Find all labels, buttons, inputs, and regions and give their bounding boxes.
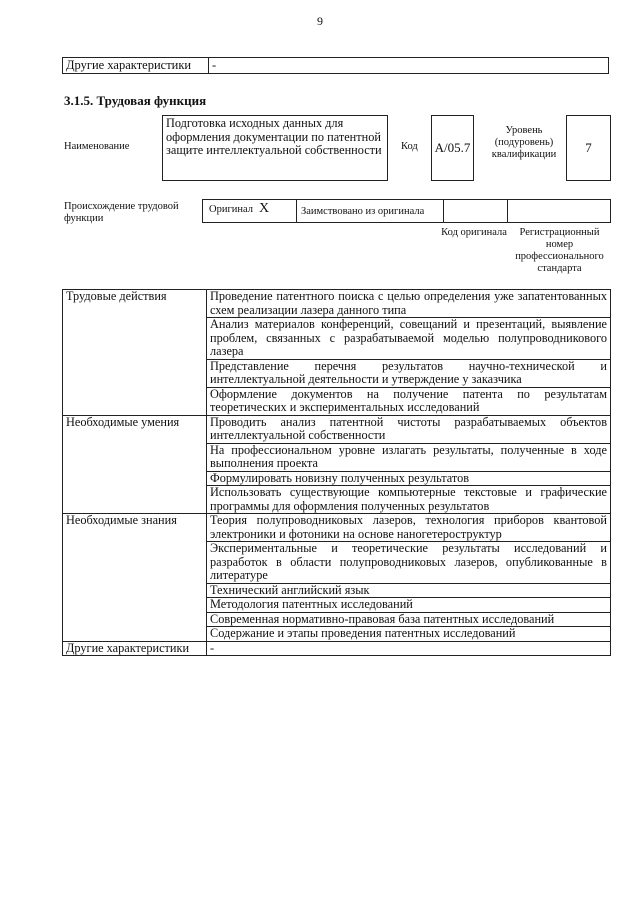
function-name-box: Подготовка исходных данных для оформления документации по патентной защите интеллектуальной собственности [162, 115, 388, 181]
list-item: Формулировать новизну полученных результатов [207, 471, 611, 486]
level-value-box: 7 [566, 115, 611, 181]
other-characteristics-value: - [207, 641, 611, 656]
list-item: Современная нормативно-правовая база патентных исследований [207, 612, 611, 627]
code-label: Код [401, 141, 418, 152]
origin-divider-2 [443, 200, 444, 222]
top-other-characteristics-row [62, 57, 609, 74]
list-item: Использовать существующие компьютерные текстовые и графические программы для оформления полученных результатов [207, 486, 611, 514]
origin-box [202, 199, 611, 223]
registration-number-caption: Регистрационный номер профессионального стандарта [515, 227, 604, 274]
origin-divider-3 [507, 200, 508, 222]
page-number: 9 [317, 14, 323, 28]
function-details-table [62, 289, 611, 656]
borrowed-label: Заимствовано из оригинала [301, 206, 425, 217]
knowledge-label: Необходимые знания [63, 514, 207, 642]
top-other-label: Другие характеристики [63, 58, 209, 74]
table-row [63, 290, 611, 318]
skills-label: Необходимые умения [63, 415, 207, 514]
list-item: Оформление документов на получение патента по результатам теоретических и экспериментальных исследований [207, 387, 611, 415]
list-item: Методология патентных исследований [207, 598, 611, 613]
code-original-caption: Код оригинала [441, 227, 507, 238]
level-label: Уровень (подуровень) квалификации [491, 125, 557, 160]
name-label: Наименование [64, 141, 130, 152]
list-item: Представление перечня результатов научно-технической и интеллектуальной деятельности и утверждение у заказчика [207, 359, 611, 387]
origin-label: Происхождение трудовой функции [64, 201, 179, 224]
original-mark: X [259, 201, 270, 216]
original-label: Оригинал [209, 204, 253, 215]
origin-divider-1 [296, 200, 297, 222]
list-item: Теория полупроводниковых лазеров, технология приборов квантовой электроники и фотоники на основе наногетероструктур [207, 514, 611, 542]
list-item: Экспериментальные и теоретические результаты исследований и разработок в области полупроводниковых лазеров, опубликованные в литературе [207, 542, 611, 584]
section-title: 3.1.5. Трудовая функция [64, 93, 207, 108]
code-value-box: A/05.7 [431, 115, 474, 181]
list-item: Проводить анализ патентной чистоты разрабатываемых объектов интеллектуальной собственности [207, 415, 611, 443]
list-item: Анализ материалов конференций, совещаний и презентаций, выявление проблем, связанных с разрабатываемой моделью полупроводникового лазера [207, 318, 611, 360]
other-characteristics-label: Другие характеристики [63, 641, 207, 656]
list-item: Содержание и этапы проведения патентных исследований [207, 627, 611, 642]
list-item: На профессиональном уровне излагать результаты, полученные в ходе выполнения проекта [207, 443, 611, 471]
table-row [63, 514, 611, 542]
labor-actions-label: Трудовые действия [63, 290, 207, 416]
list-item: Технический английский язык [207, 583, 611, 598]
top-other-value: - [209, 58, 609, 74]
list-item: Проведение патентного поиска с целью определения уже запатентованных схем реализации лазера данного типа [207, 290, 611, 318]
table-row [63, 415, 611, 443]
table-row [63, 641, 611, 656]
